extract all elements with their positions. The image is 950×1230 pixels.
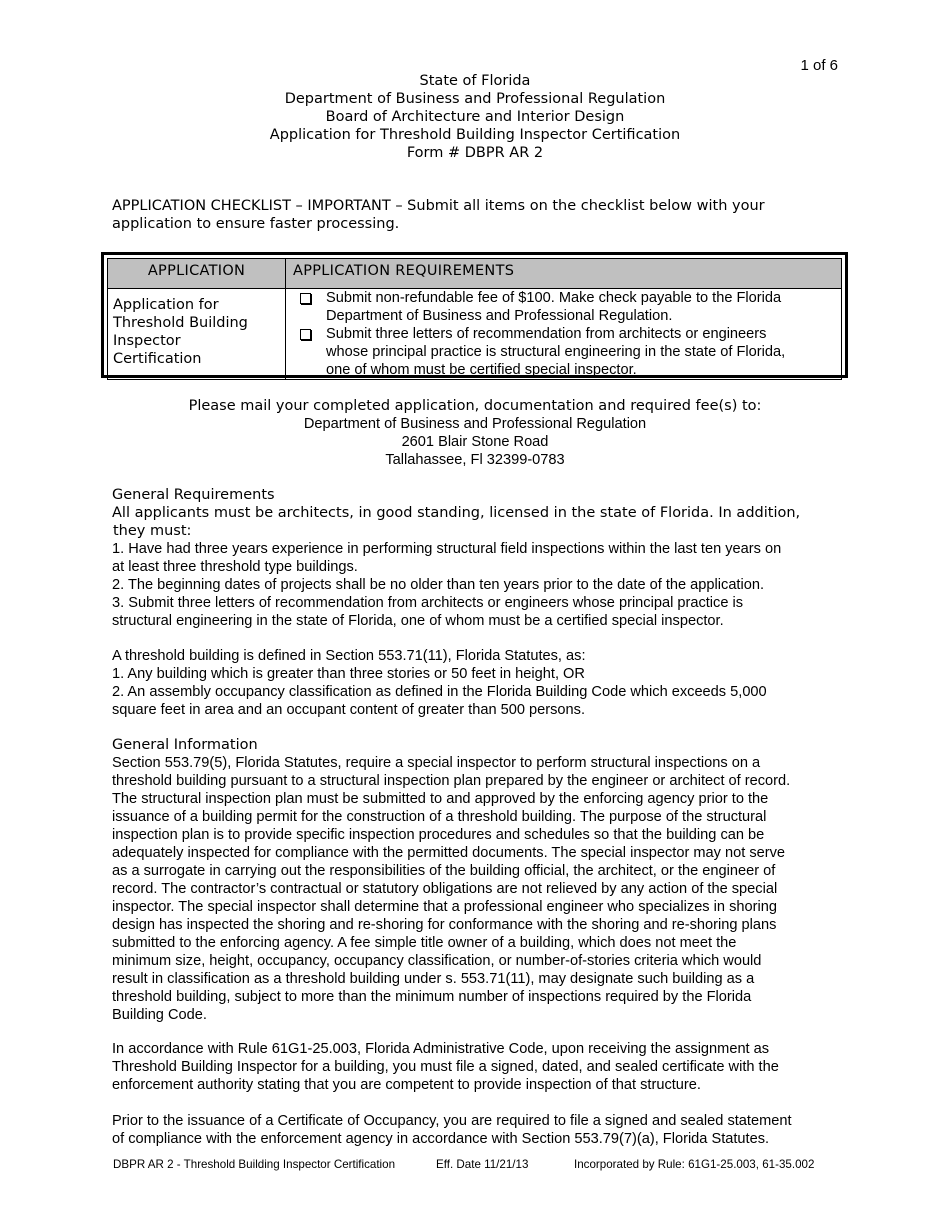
checklist-table	[101, 252, 848, 378]
requirements-cell	[286, 289, 842, 380]
general-information: General Information Section 553.79(5), Florida Statutes, require a special inspector to perform structural inspections on a threshold building pursuant to a structural inspection plan prepared by the engineer or architect of record. The structural inspection plan must be submitted to and approved by the enforcing agency prior to the issuance of a building permit for the construction of a threshold building. The purpose of the structural inspection plan is to provide specific inspection procedures and schedules so that the building can be adequately inspected for compliance with the permitted documents. The special inspector may not serve as a surrogate in carrying out the responsibilities of the building official, the architect, or the engineer of record. The contractor’s contractual or statutory obligations are not relieved by any action of the special inspector. The special inspector shall determine that a professional engineer who specializes in shoring design has inspected the shoring and re-shoring for conformance with the shoring and re-shoring plans submitted to the enforcing agency. A fee simple title owner of a building, which does not meet the minimum size, height, occupancy, occupancy classification, or number-of-stories criteria which would result in classification as a threshold building under s. 553.71(11), may designate such building as a threshold building, subject to more than the minimum number of inspections required by the Florida Building Code.	[112, 736, 842, 1024]
checkbox-icon	[300, 329, 311, 340]
form-header	[0, 72, 950, 162]
general-requirements: General Requirements All applicants must be architects, in good standing, licensed in the state of Florida. In addition, they must: 1. Have had three years experience in performing structural field inspections within the last ten years on at least three threshold type buildings. 2. The beginning dates of projects shall be no older than ten years prior to the date of the application. 3. Submit three letters of recommendation from architects or engineers whose principal practice is structural engineering in the state of Florida, one of whom must be a certified special inspector.	[112, 486, 842, 630]
footer-incorporated-rule: Incorporated by Rule: 61G1-25.003, 61-35.002	[574, 1158, 815, 1171]
header-form-number: Form # DBPR AR 2	[406, 145, 544, 161]
checkbox-icon	[300, 293, 311, 304]
section-heading: General Information	[112, 737, 258, 753]
column-header-application: APPLICATION	[108, 259, 286, 289]
page-number: 1 of 6	[800, 57, 838, 74]
checklist-intro: APPLICATION CHECKLIST – IMPORTANT – Submit all items on the checklist below with your application to ensure faster processing.	[112, 198, 765, 232]
mailing-address-line: 2601 Blair Stone Road	[401, 434, 549, 450]
section-heading: General Requirements	[112, 487, 275, 503]
requirement-item: Submit non-refundable fee of $100. Make check payable to the Florida Department of Business and Professional Regulation.	[286, 289, 841, 325]
header-state: State of Florida	[419, 73, 531, 89]
header-application-title: Application for Threshold Building Inspector Certification	[269, 127, 681, 143]
column-header-requirements: APPLICATION REQUIREMENTS	[286, 259, 842, 289]
header-board: Board of Architecture and Interior Design	[325, 109, 625, 125]
mailing-address-line: Tallahassee, Fl 32399-0783	[385, 452, 565, 468]
header-department: Department of Business and Professional Regulation	[284, 91, 666, 107]
rule-paragraph: In accordance with Rule 61G1-25.003, Florida Administrative Code, upon receiving the assignment as Threshold Building Inspector for a building, you must file a signed, dated, and sealed certificate with the enforcement authority stating that you are competent to provide inspection of that structure.	[112, 1041, 779, 1093]
application-name-cell: Application for Threshold Building Inspector Certification	[108, 289, 286, 380]
mailing-instruction: Please mail your completed application, documentation and required fee(s) to:	[188, 398, 762, 414]
requirement-item: Submit three letters of recommendation from architects or engineers whose principal practice is structural engineering in the state of Florida, one of whom must be certified special inspector.	[286, 325, 841, 379]
threshold-definition: A threshold building is defined in Section 553.71(11), Florida Statutes, as: 1. Any building which is greater than three stories or 50 feet in height, OR 2. An assembly occupancy classification as defined in the Florida Building Code which exceeds 5,000 square feet in area and an occupant content of greater than 500 persons.	[112, 648, 767, 718]
mailing-instructions	[0, 397, 950, 469]
footer-eff-date: Eff. Date 11/21/13	[436, 1158, 529, 1171]
mailing-address-line: Department of Business and Professional Regulation	[303, 416, 647, 432]
occupancy-paragraph: Prior to the issuance of a Certificate of Occupancy, you are required to file a signed and sealed statement of compliance with the enforcement agency in accordance with Section 553.79(7)(a), Florida Statutes.	[112, 1113, 792, 1147]
footer-form-title: DBPR AR 2 - Threshold Building Inspector Certification	[113, 1158, 396, 1171]
